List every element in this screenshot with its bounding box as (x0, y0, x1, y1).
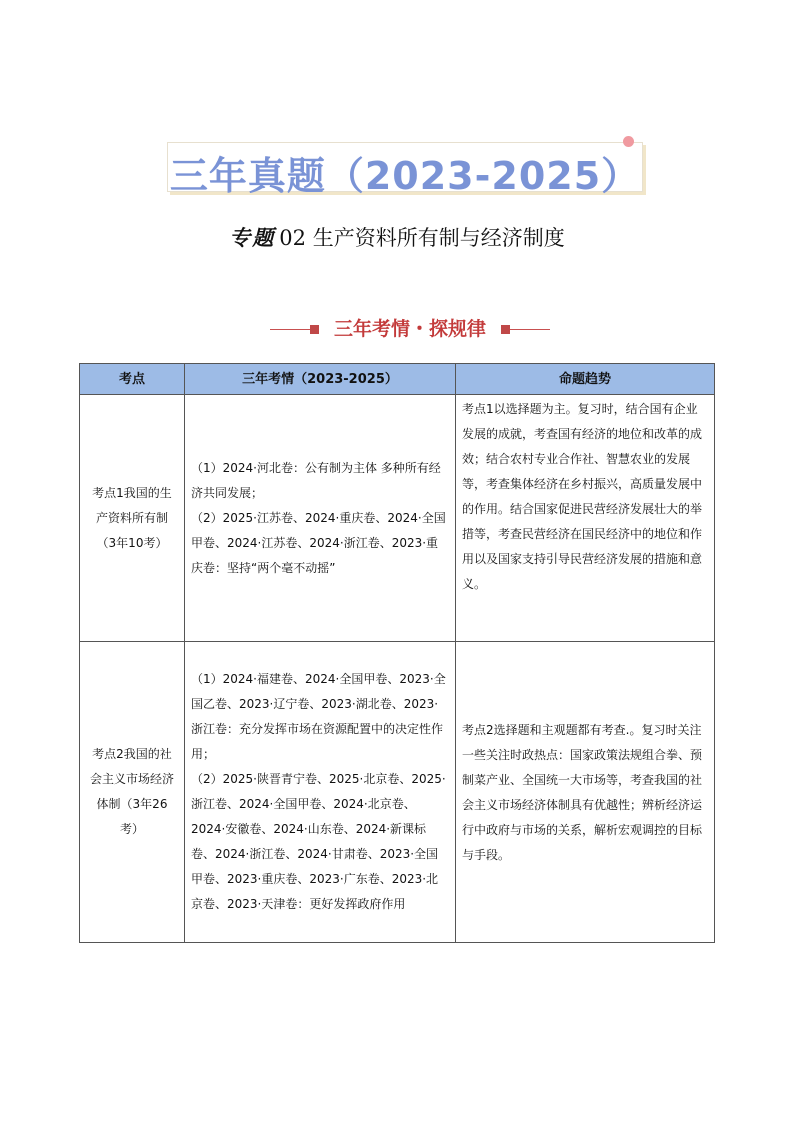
subtitle-topic: 生产资料所有制与经济制度 (312, 226, 565, 250)
subtitle-number: 02 (279, 226, 307, 250)
exam-item: （2）2025·陕晋青宁卷、2025·北京卷、2025·浙江卷、2024·全国甲卷、2024·北京卷、2024·安徽卷、2024·山东卷、2024·新课标卷、2024·浙江卷、2024·甘肃卷、2023·全国甲卷、2023·重庆卷、2023·广东卷、2023·北京卷、2023·天津卷：更好发挥政府作用 (191, 772, 446, 911)
trend-cell: 考点1以选择题为主。复习时，结合国有企业发展的成就，考查国有经济的地位和改革的成效；结合农村专业合作社、智慧农业的发展等，考查集体经济在乡村振兴，高质量发展中的作用。结合国家促进民营经济发展壮大的举措等，考查民营经济在国民经济中的地位和作用以及国家支持引导民营经济发展的措施和意义。 (456, 395, 715, 642)
decorative-square (310, 325, 319, 334)
decorative-line (510, 329, 550, 330)
header-point: 考点 (80, 364, 185, 395)
trend-cell: 考点2选择题和主观题都有考查.。复习时关注一些关注时政热点：国家政策法规组合拳、预制菜产业、全国统一大市场等，考查我国的社会主义市场经济体制具有优越性；辨析经济运行中政府与市场的关系，解析宏观调控的目标与手段。 (456, 642, 715, 943)
decorative-square (501, 325, 510, 334)
exam-table (79, 363, 715, 943)
exams-cell (185, 395, 456, 642)
subtitle-lead: 专题 (229, 225, 276, 250)
table-row (80, 395, 715, 642)
exam-item: （1）2024·福建卷、2024·全国甲卷、2023·全国乙卷、2023·辽宁卷、2023·湖北卷、2023·浙江卷：充分发挥市场在资源配置中的决定性作用； (191, 672, 446, 761)
decorative-dot (623, 136, 634, 147)
exam-item: （2）2025·江苏卷、2024·重庆卷、2024·全国甲卷、2024·江苏卷、2024·浙江卷、2023·重庆卷：坚持“两个毫不动摇” (191, 510, 446, 575)
topic-subtitle (0, 222, 794, 252)
decorative-line (270, 329, 310, 330)
table-header-row (80, 364, 715, 395)
exams-cell (185, 642, 456, 943)
header-exams: 三年考情（2023-2025） (185, 364, 456, 395)
table-row (80, 642, 715, 943)
banner-title: 三年真题（2023-2025） (169, 154, 641, 198)
header-trend: 命题趋势 (456, 364, 715, 395)
section-title: 三年考情・探规律 (333, 318, 486, 340)
point-cell: 考点2我国的社会主义市场经济体制（3年26考） (80, 642, 185, 943)
section-heading (270, 312, 550, 342)
point-cell: 考点1我国的生产资料所有制（3年10考） (80, 395, 185, 642)
title-banner (167, 142, 643, 198)
exam-item: （1）2024·河北卷：公有制为主体 多种所有经济共同发展； (191, 460, 441, 500)
